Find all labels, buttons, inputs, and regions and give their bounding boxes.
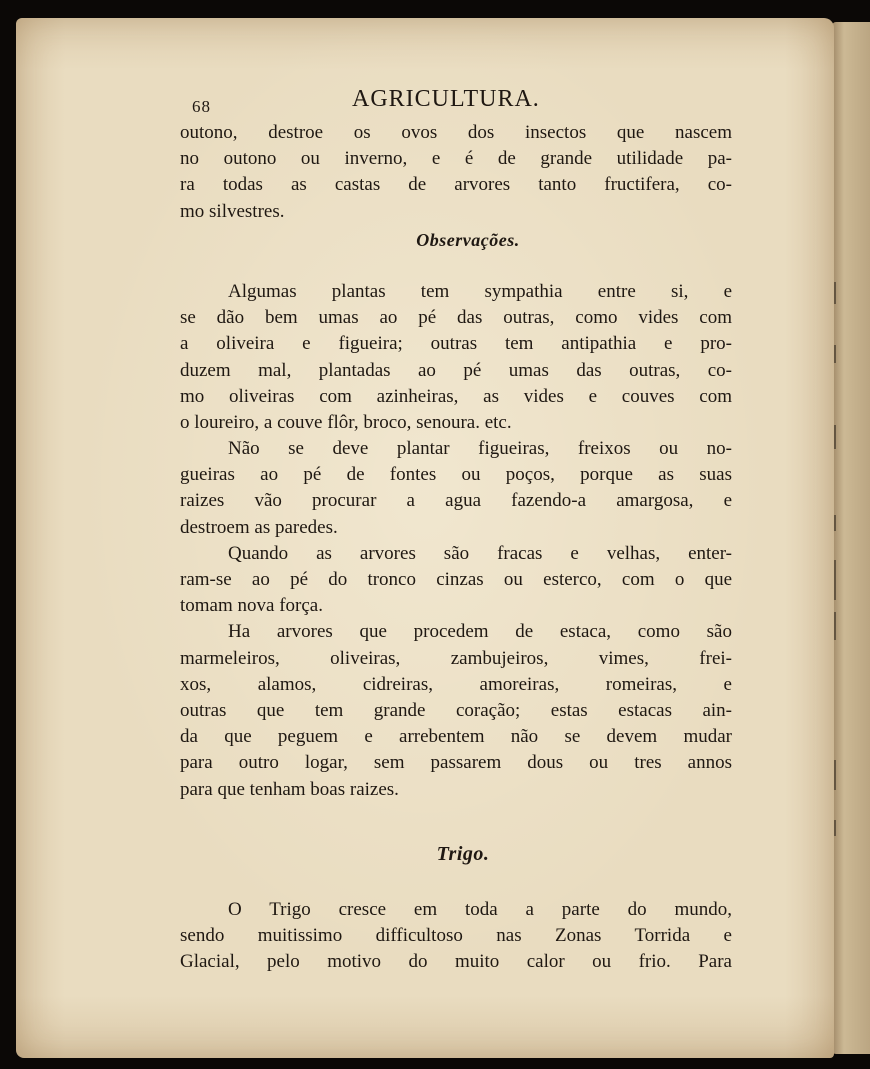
binding-mark [834, 345, 836, 363]
text-line: Ha arvores que procedem de estaca, como são [228, 621, 732, 643]
text-line: para outro logar, sem passarem dous ou tres annos [180, 752, 732, 774]
text-line: mo oliveiras com azinheiras, as vides e couves com [180, 385, 732, 407]
page-number: 68 [192, 97, 211, 116]
page-text [180, 86, 732, 975]
binding-mark [834, 612, 836, 640]
paragraph-fontes [180, 436, 732, 541]
text-line: da que peguem e arrebentem não se devem mudar [180, 726, 732, 748]
binding-mark [834, 425, 836, 449]
text-line: para que tenham boas raizes. [180, 778, 399, 800]
text-line: tomam nova força. [180, 595, 323, 617]
running-title: AGRICULTURA. [352, 86, 540, 112]
text-line: marmeleiros, oliveiras, zambujeiros, vimes, frei- [180, 647, 732, 669]
binding-mark [834, 282, 836, 304]
text-line: raizes vão procurar a agua fazendo-a amargosa, e [180, 490, 732, 512]
paragraph-estaca [180, 619, 732, 802]
paragraph-intro [180, 120, 732, 225]
text-line: ra todas as castas de arvores tanto fructifera, co- [180, 174, 732, 196]
text-line: Glacial, pelo motivo do muito calor ou frio. Para [180, 951, 732, 973]
paragraph-sympathia [180, 279, 732, 436]
text-line: no outono ou inverno, e é de grande utilidade pa- [180, 148, 732, 170]
text-line: outono, destroe os ovos dos insectos que nascem [180, 122, 732, 143]
text-line: ram-se ao pé do tronco cinzas ou esterco, com o que [180, 569, 732, 591]
text-line: mo silvestres. [180, 200, 285, 222]
next-page-edge [832, 22, 870, 1054]
text-line: destroem as paredes. [180, 516, 338, 538]
section-heading-trigo: Trigo. [436, 842, 490, 865]
text-line: Quando as arvores são fracas e velhas, enter- [228, 542, 732, 564]
binding-mark [834, 560, 836, 600]
running-head [180, 86, 732, 120]
binding-mark [834, 760, 836, 790]
text-line: sendo muitissimo difficultoso nas Zonas Torrida e [180, 925, 732, 947]
binding-mark [834, 515, 836, 531]
text-line: O Trigo cresce em toda a parte do mundo, [228, 898, 732, 920]
text-line: Não se deve plantar figueiras, freixos ou no- [228, 438, 732, 460]
text-line: gueiras ao pé de fontes ou poços, porque as suas [180, 464, 732, 486]
text-line: a oliveira e figueira; outras tem antipathia e pro- [180, 333, 732, 355]
text-line: Algumas plantas tem sympathia entre si, e [228, 280, 732, 302]
paragraph-trigo [180, 897, 732, 976]
text-line: se dão bem umas ao pé das outras, como vides com [180, 307, 732, 329]
text-line: outras que tem grande coração; estas estacas ain- [180, 699, 732, 721]
text-line: o loureiro, a couve flôr, broco, senoura. etc. [180, 411, 512, 433]
text-line: duzem mal, plantadas ao pé umas das outras, co- [180, 359, 732, 381]
binding-mark [834, 820, 836, 836]
text-line: xos, alamos, cidreiras, amoreiras, romeiras, e [180, 673, 732, 695]
paragraph-fracas [180, 541, 732, 620]
section-heading-observacoes: Observações. [416, 229, 520, 250]
